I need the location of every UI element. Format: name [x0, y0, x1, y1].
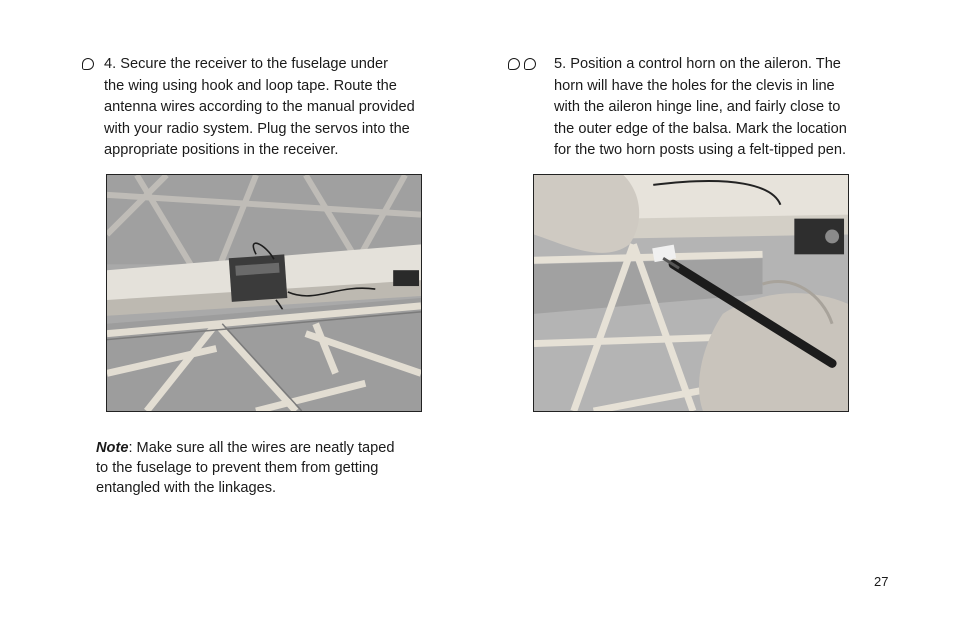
step-4-line: appropriate positions in the receiver.	[104, 142, 339, 159]
note-line-text: : Make sure all the wires are neatly taped	[128, 440, 395, 456]
checkbox-group	[508, 58, 536, 70]
step-4-line: the wing using hook and loop tape. Route the	[104, 77, 397, 94]
step-4-text	[82, 54, 442, 162]
step-4-line: 4. Secure the receiver to the fuselage under	[104, 56, 388, 72]
step-5-line: horn will have the holes for the clevis in line	[554, 77, 835, 94]
note-line	[96, 438, 426, 458]
step-5-line: with the aileron hinge line, and fairly close to	[554, 99, 841, 116]
step-5-line: 5. Position a control horn on the aileron. The	[554, 56, 841, 72]
checkbox-icon[interactable]	[508, 58, 520, 70]
step-5-line: the outer edge of the balsa. Mark the location	[554, 120, 847, 137]
note-line: to the fuselage to prevent them from getting	[96, 460, 379, 476]
step-5-line: for the two horn posts using a felt-tipped pen.	[554, 142, 847, 159]
checkbox-icon[interactable]	[524, 58, 536, 70]
note-label: Note	[96, 440, 129, 456]
page-number: 27	[874, 574, 889, 589]
step-5-text	[508, 54, 880, 162]
note-text	[96, 438, 426, 498]
checkbox-icon[interactable]	[82, 58, 94, 70]
step-5-instruction	[508, 54, 880, 162]
receiver-photo-illustration	[107, 175, 421, 411]
checkbox-group	[82, 58, 94, 70]
step-4-line: antenna wires according to the manual provided	[104, 99, 415, 116]
receiver-photo	[106, 174, 422, 412]
step-4-line: with your radio system. Plug the servos into the	[104, 120, 410, 137]
note-line: entangled with the linkages.	[96, 480, 277, 496]
control-horn-photo	[533, 174, 849, 412]
control-horn-photo-illustration	[534, 175, 848, 411]
step-4-instruction	[82, 54, 442, 162]
